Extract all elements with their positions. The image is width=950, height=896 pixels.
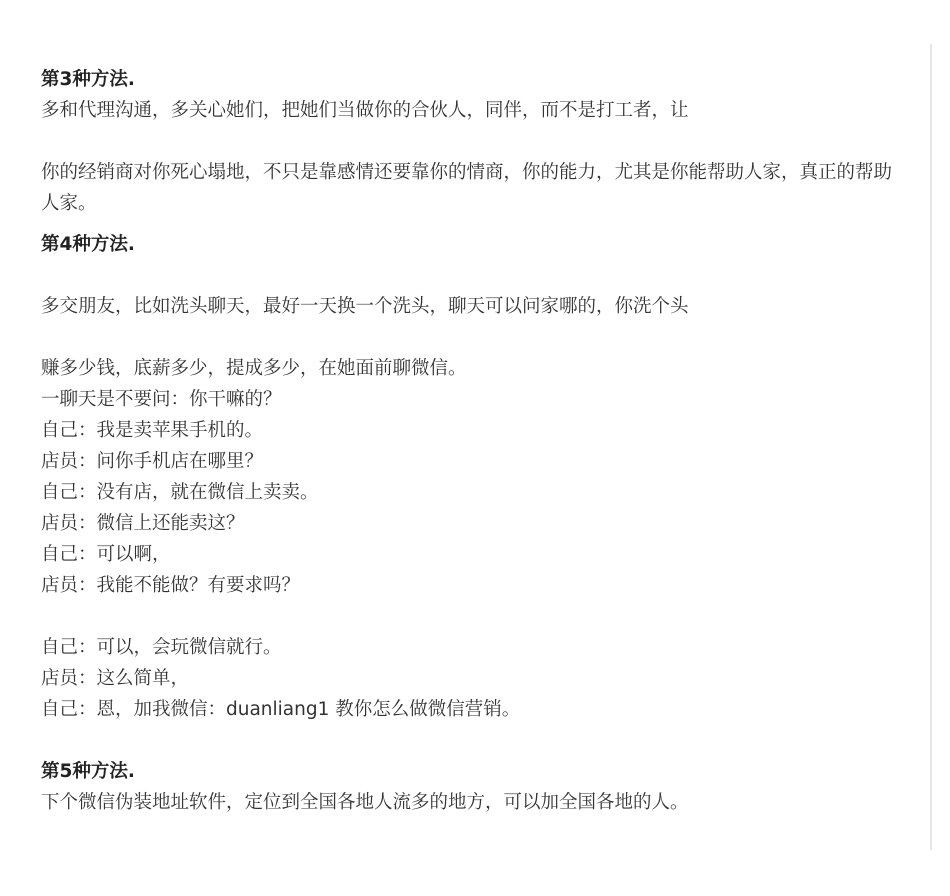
method-3-heading: 第3种方法. — [41, 69, 135, 90]
spacer — [41, 219, 911, 229]
article-body — [41, 64, 911, 818]
dialogue-line: 店员：这么简单， — [41, 668, 190, 689]
blank-line — [41, 126, 911, 157]
dialogue-line: 自己：可以，会玩微信就行。 — [41, 637, 282, 658]
dialogue-line: 一聊天是不要问：你干嘛的？ — [41, 389, 282, 410]
method-4-heading: 第4种方法. — [41, 234, 135, 255]
dialogue-line: 店员：问你手机店在哪里？ — [41, 451, 264, 472]
blank-line — [41, 322, 911, 353]
right-edge-divider — [930, 44, 932, 850]
dialogue-line: 店员：我能不能做？有要求吗？ — [41, 575, 301, 596]
method-3-text-line: 多和代理沟通，多关心她们，把她们当做你的合伙人，同伴，而不是打工者，让 — [41, 100, 689, 121]
dialogue-line: 自己：可以啊， — [41, 544, 171, 565]
blank-line — [41, 260, 911, 291]
method-5-heading: 第5种方法. — [41, 761, 135, 782]
method-4-intro: 多交朋友，比如洗头聊天，最好一天换一个洗头，聊天可以问家哪的，你洗个头 — [41, 296, 689, 317]
blank-line — [41, 601, 911, 632]
dialogue-line: 店员：微信上还能卖这？ — [41, 513, 245, 534]
method-5-text-line: 下个微信伪装地址软件，定位到全国各地人流多的地方，可以加全国各地的人。 — [41, 792, 689, 813]
dialogue-line: 自己：我是卖苹果手机的。 — [41, 420, 264, 441]
dialogue-line: 赚多少钱，底薪多少，提成多少，在她面前聊微信。 — [41, 358, 467, 379]
blank-line — [41, 725, 911, 756]
dialogue-line: 自己：恩，加我微信：duanliang1 教你怎么做微信营销。 — [41, 699, 521, 720]
dialogue-line: 自己：没有店，就在微信上卖卖。 — [41, 482, 319, 503]
method-3-text-paragraph: 你的经销商对你死心塌地，不只是靠感情还要靠你的情商，你的能力，尤其是你能帮助人家，真正的帮助人家。 — [41, 162, 893, 214]
